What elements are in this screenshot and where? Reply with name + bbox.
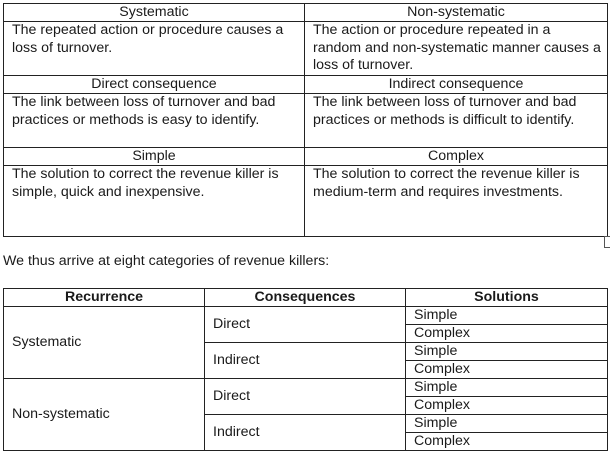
consequence-cell: Indirect	[205, 343, 406, 379]
solution-cell: Complex	[406, 433, 608, 451]
recurrence-cell: Non-systematic	[4, 379, 205, 451]
definitions-text-row	[4, 166, 608, 237]
solutions-header: Solutions	[406, 289, 608, 307]
solution-cell: Complex	[406, 325, 608, 343]
systematic-definition: The repeated action or procedure causes a loss of turnover.	[4, 22, 305, 76]
indirect-consequence-definition: The link between loss of turnover and bad practices or methods is difficult to identify.	[305, 94, 608, 148]
definitions-text-row	[4, 94, 608, 148]
non-systematic-definition: The action or procedure repeated in a random and non-systematic manner causes a loss of turnover.	[305, 22, 608, 76]
systematic-title: Systematic	[4, 4, 305, 22]
non-systematic-title: Non-systematic	[305, 4, 608, 22]
table-row	[4, 307, 608, 325]
definitions-text-row	[4, 22, 608, 76]
intro-paragraph: We thus arrive at eight categories of revenue killers:	[3, 253, 330, 269]
solution-cell: Simple	[406, 379, 608, 397]
definitions-table	[3, 3, 608, 237]
direct-consequence-title: Direct consequence	[4, 76, 305, 94]
page-break-marker	[604, 236, 610, 248]
consequences-header: Consequences	[205, 289, 406, 307]
recurrence-header: Recurrence	[4, 289, 205, 307]
table-row	[4, 379, 608, 397]
simple-title: Simple	[4, 148, 305, 166]
indirect-consequence-title: Indirect consequence	[305, 76, 608, 94]
simple-definition: The solution to correct the revenue killer is simple, quick and inexpensive.	[4, 166, 305, 237]
complex-definition: The solution to correct the revenue killer is medium-term and requires investments.	[305, 166, 608, 237]
definitions-header-row	[4, 76, 608, 94]
categories-table	[3, 288, 608, 451]
solution-cell: Simple	[406, 307, 608, 325]
consequence-cell: Indirect	[205, 415, 406, 451]
recurrence-cell: Systematic	[4, 307, 205, 379]
definitions-header-row	[4, 148, 608, 166]
consequence-cell: Direct	[205, 307, 406, 343]
direct-consequence-definition: The link between loss of turnover and bad practices or methods is easy to identify.	[4, 94, 305, 148]
categories-header-row	[4, 289, 608, 307]
complex-title: Complex	[305, 148, 608, 166]
solution-cell: Complex	[406, 361, 608, 379]
solution-cell: Simple	[406, 343, 608, 361]
solution-cell: Simple	[406, 415, 608, 433]
definitions-header-row	[4, 4, 608, 22]
solution-cell: Complex	[406, 397, 608, 415]
consequence-cell: Direct	[205, 379, 406, 415]
